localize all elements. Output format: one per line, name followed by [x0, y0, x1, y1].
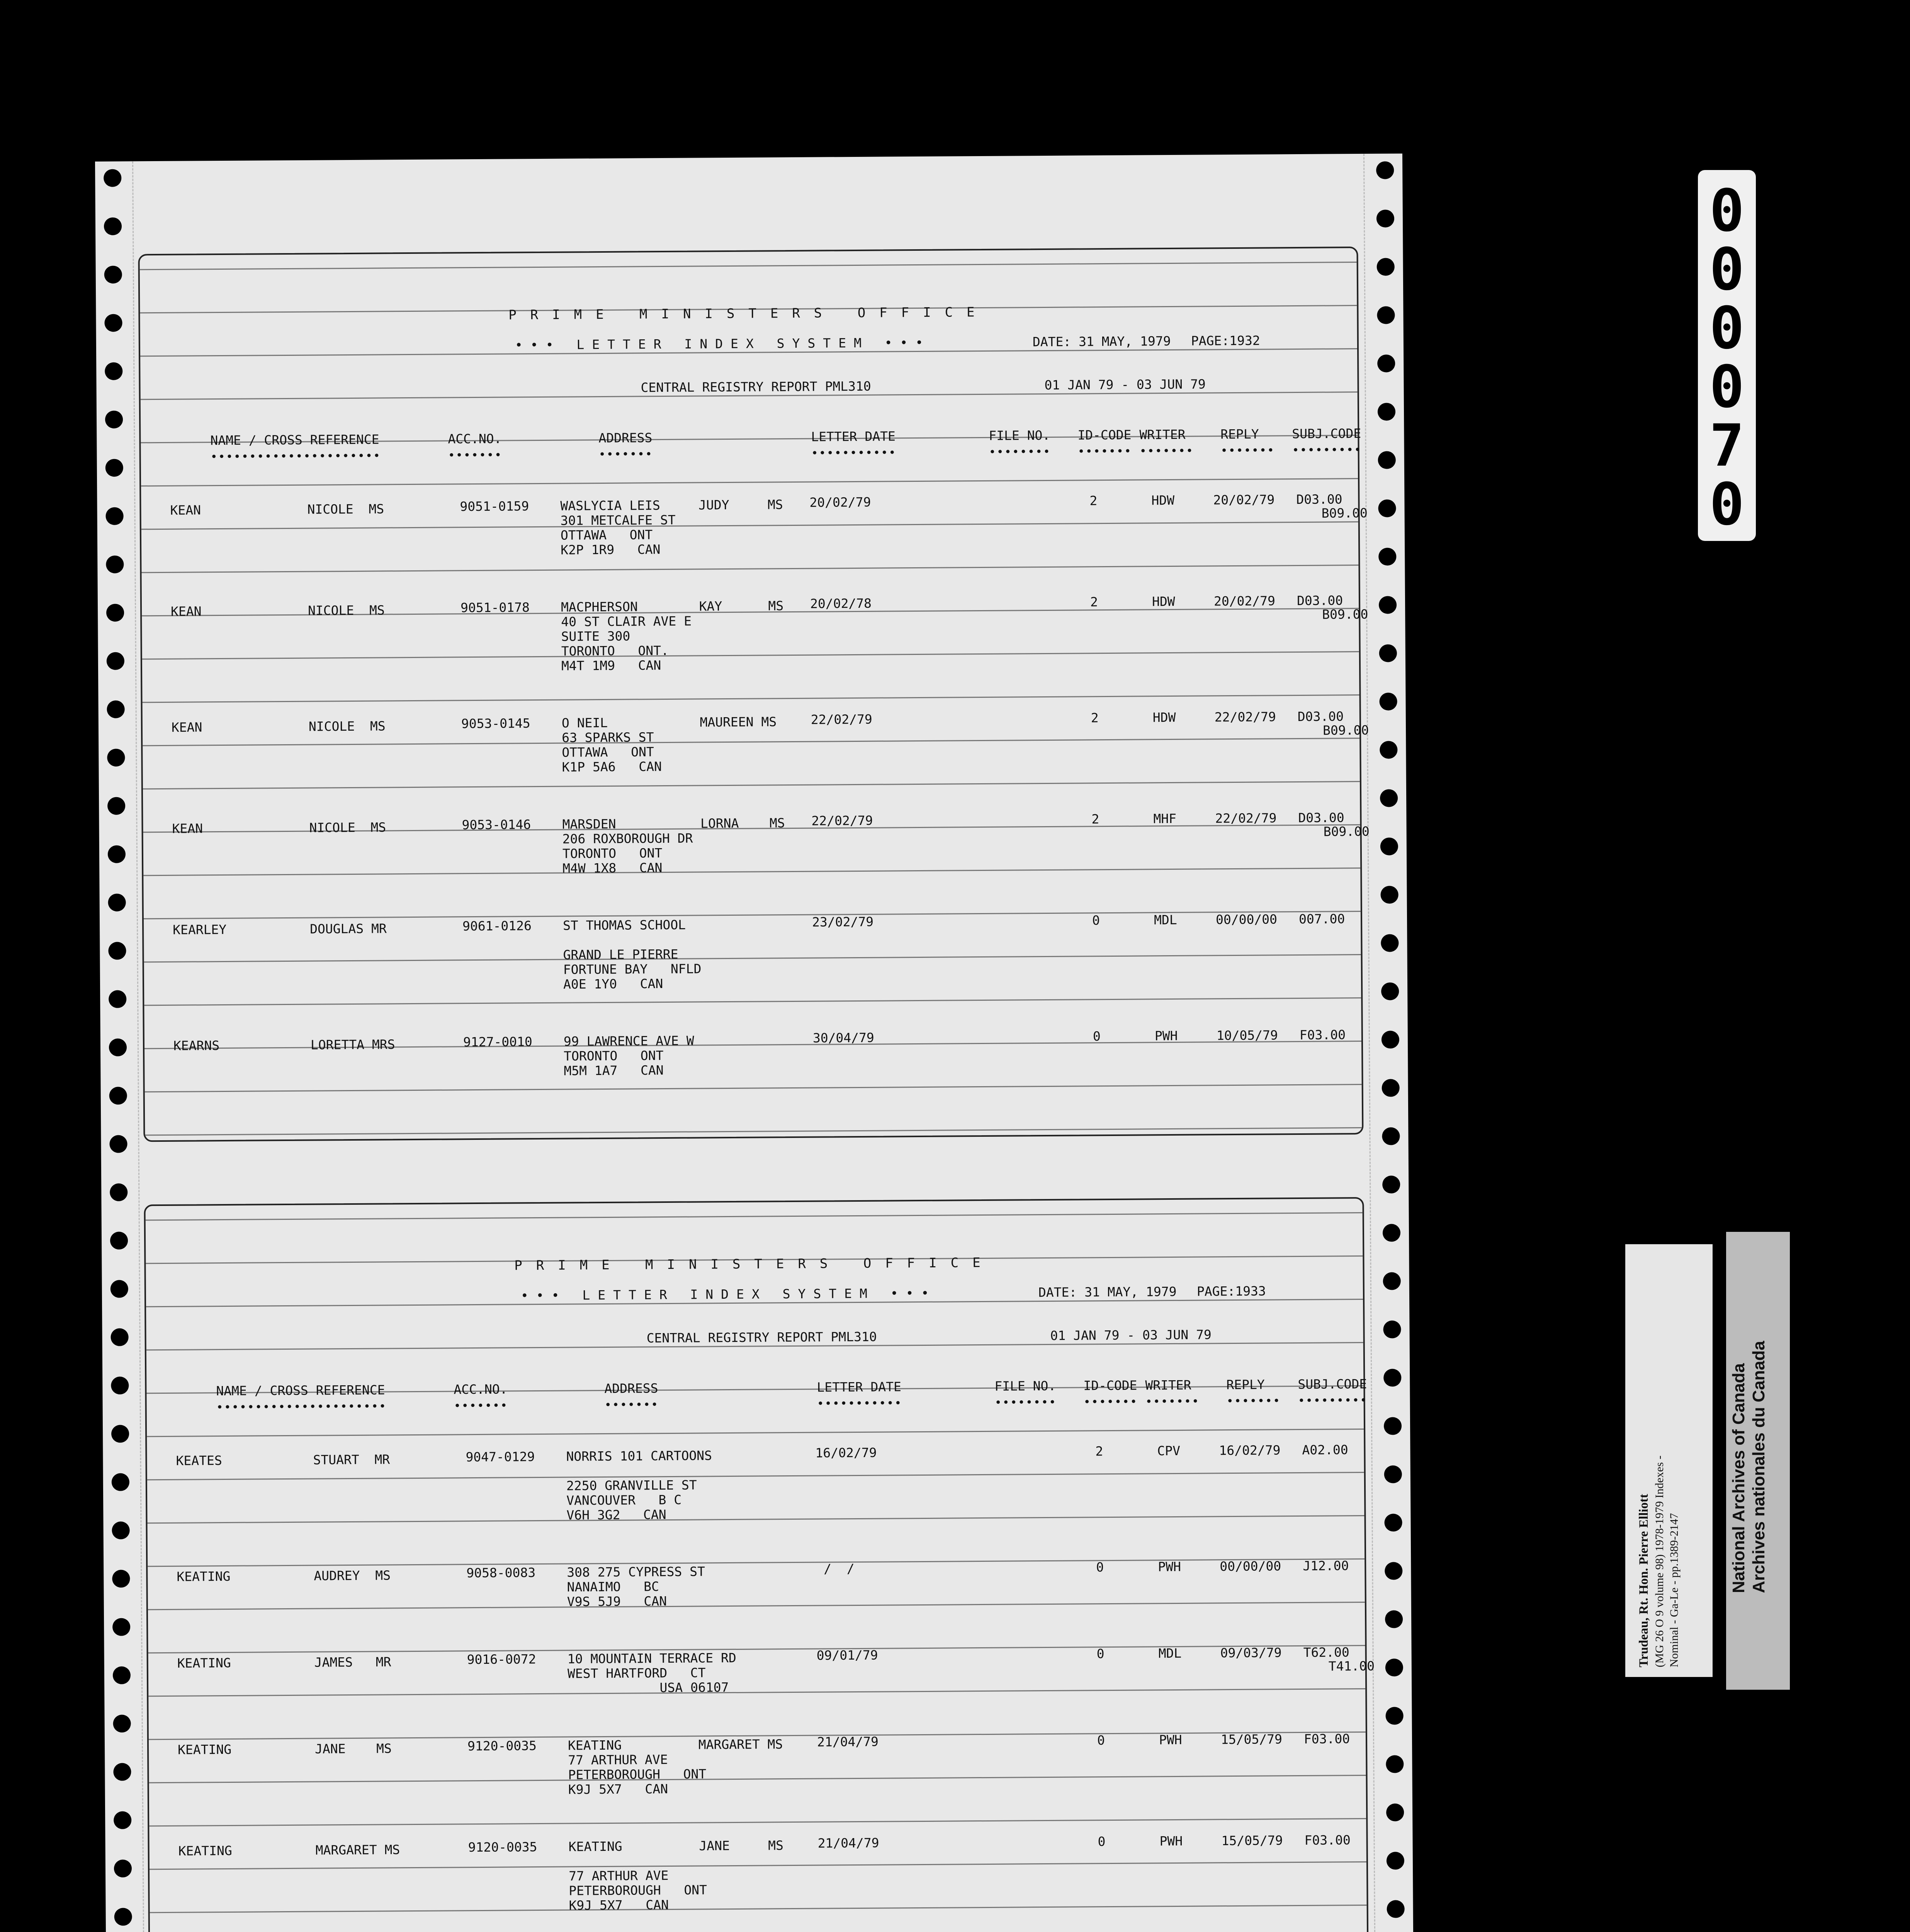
tractor-hole — [1385, 1610, 1403, 1628]
col-header-name: NAME / CROSS REFERENCE — [216, 1382, 385, 1399]
frame-number-stamp — [1698, 170, 1756, 541]
archives-canada-label — [1726, 1232, 1790, 1690]
entry-subject-code: T62.00 — [1303, 1645, 1349, 1660]
entry-surname: KEAN — [171, 719, 202, 735]
tractor-hole — [1376, 209, 1394, 227]
entry-address-line: WASLYCIA LEIS JUDY MS — [560, 497, 783, 514]
entry-address-line: MARSDEN LORNA MS — [562, 815, 785, 832]
ruled-line — [149, 1818, 1366, 1827]
tractor-hole — [104, 314, 122, 332]
col-header-address: ADDRESS — [598, 430, 653, 446]
ruled-line — [148, 1602, 1365, 1610]
entry-acc-no: 9053-0145 — [461, 716, 530, 731]
entry-subject-code: 007.00 — [1298, 911, 1345, 927]
tractor-hole — [107, 701, 125, 718]
entry-id-code: 2 — [1091, 710, 1099, 726]
entry-writer: PWH — [1154, 1028, 1178, 1044]
entry-address-line: PETERBOROUGH ONT — [568, 1766, 707, 1782]
right-tractor-holes — [1368, 153, 1414, 1932]
entry-letter-date: 09/01/79 — [816, 1647, 878, 1663]
entry-address-line: VANCOUVER B C — [566, 1492, 682, 1508]
entry-address-line: 206 ROXBOROUGH DR — [562, 830, 693, 847]
col-header-writer: WRITER — [1139, 427, 1186, 442]
label-line-2: (MG 26 O 9 volume 98) 1978-1979 Indexes - — [1653, 1455, 1666, 1667]
tractor-hole — [104, 218, 122, 235]
ruled-line — [143, 738, 1359, 746]
entry-letter-date: 22/02/79 — [811, 813, 873, 828]
label-line-3: Nominal - Ga-Le - pp.1389-2147 — [1668, 1513, 1681, 1667]
col-header-acc: ACC.NO. — [448, 431, 502, 447]
ruled-line — [146, 1212, 1363, 1221]
entry-given-name: NICOLE MS — [309, 820, 386, 835]
tractor-hole — [1382, 1079, 1400, 1097]
entry-address-line: 77 ARTHUR AVE — [569, 1868, 669, 1884]
report-name: CENTRAL REGISTRY REPORT PML310 — [641, 378, 871, 395]
tractor-hole — [112, 1522, 130, 1539]
header-underline: ••••••••••• — [811, 446, 897, 460]
tractor-hole — [1378, 451, 1396, 469]
entry-reply-date: 00/00/00 — [1215, 912, 1278, 927]
tractor-hole — [1378, 499, 1396, 517]
col-header-file-no: FILE NO. — [994, 1378, 1056, 1394]
ruled-line — [148, 1645, 1365, 1653]
tractor-hole — [1385, 1658, 1403, 1676]
entry-id-code: 0 — [1093, 1029, 1101, 1044]
report-date: DATE: 31 MAY, 1979 — [1038, 1284, 1177, 1300]
ruled-line — [144, 997, 1361, 1006]
col-header-file-no: FILE NO. — [989, 427, 1050, 443]
report-page-number: PAGE:1932 — [1191, 333, 1260, 349]
header-underline: ••••••• — [1083, 1395, 1138, 1409]
entry-letter-date: 21/04/79 — [817, 1835, 879, 1851]
tractor-hole — [112, 1570, 130, 1588]
header-underline: ••••••••••• — [817, 1396, 902, 1411]
tractor-hole — [108, 894, 126, 912]
entry-address-line: 2250 GRANVILLE ST — [566, 1477, 697, 1493]
entry-address-line: ST THOMAS SCHOOL — [562, 917, 686, 933]
entry-surname: KEARLEY — [173, 922, 227, 937]
entry-address-line: K9J 5X7 CAN — [568, 1781, 668, 1797]
ruled-line — [148, 1688, 1365, 1697]
ruled-line — [147, 1472, 1364, 1480]
system-title: ••• LETTER INDEX SYSTEM ••• — [520, 1285, 937, 1303]
entry-address-line: TORONTO ONT — [564, 1048, 664, 1064]
tractor-hole — [1382, 1175, 1400, 1193]
tractor-hole — [1380, 837, 1398, 855]
col-header-reply: REPLY — [1226, 1377, 1265, 1393]
col-header-name: NAME / CROSS REFERENCE — [210, 432, 379, 448]
entry-subject-code: B09.00 — [1321, 505, 1368, 521]
entry-letter-date: 20/02/79 — [809, 494, 871, 510]
entry-address-line: O NEIL MAUREEN MS — [561, 714, 777, 731]
tractor-hole — [1386, 1803, 1404, 1821]
tractor-hole — [109, 1087, 127, 1105]
entry-reply-date: 16/02/79 — [1219, 1442, 1281, 1458]
col-header-id-code: ID-CODE — [1083, 1378, 1137, 1393]
entry-address-line: 40 ST CLAIR AVE E — [561, 613, 692, 629]
entry-address-line: KEATING JANE MS — [568, 1838, 784, 1854]
entry-address-line: K9J 5X7 CAN — [569, 1897, 669, 1913]
entry-subject-code: D03.00 — [1297, 709, 1344, 724]
entry-acc-no: 9053-0146 — [462, 817, 531, 833]
entry-address-line: 10 MOUNTAIN TERRACE RD — [567, 1650, 736, 1667]
tractor-hole — [114, 1860, 132, 1878]
tractor-hole — [109, 1039, 127, 1056]
tractor-hole — [1387, 1900, 1405, 1918]
entry-reply-date: 22/02/79 — [1214, 709, 1276, 725]
col-header-id-code: ID-CODE — [1077, 427, 1132, 443]
office-title: PRIME MINISTERS OFFICE — [508, 304, 989, 323]
ruled-line — [144, 911, 1361, 919]
entry-subject-code: A02.00 — [1302, 1442, 1348, 1458]
entry-address-line: TORONTO ONT — [562, 845, 663, 861]
tractor-hole — [104, 169, 121, 187]
tractor-hole — [110, 1280, 128, 1298]
tractor-hole — [1382, 1031, 1399, 1048]
entry-address-line: A0E 1Y0 CAN — [563, 976, 663, 992]
archive-reference-label — [1625, 1244, 1713, 1677]
tractor-hole — [107, 652, 124, 670]
entry-writer: HDW — [1152, 709, 1176, 725]
entry-address-line: M5M 1A7 CAN — [564, 1063, 664, 1078]
tractor-hole — [104, 266, 122, 284]
entry-subject-code: B09.00 — [1322, 722, 1369, 738]
entry-acc-no: 9016-0072 — [467, 1651, 536, 1667]
label-line-1: Trudeau, Rt. Hon. Pierre Elliott — [1637, 1494, 1651, 1667]
tractor-hole — [113, 1715, 131, 1733]
tractor-hole — [1384, 1514, 1402, 1531]
entry-reply-date: 20/02/79 — [1213, 593, 1276, 609]
entry-address-line: OTTAWA ONT — [562, 744, 654, 760]
entry-given-name: NICOLE MS — [308, 718, 386, 734]
report-page-number: PAGE:1933 — [1196, 1283, 1266, 1299]
entry-subject-code: J12.00 — [1303, 1558, 1349, 1573]
tractor-hole — [108, 845, 126, 863]
tractor-hole — [1376, 161, 1394, 179]
archives-name-en: National Archives of Canada — [1729, 1363, 1748, 1593]
entry-surname: KEATING — [177, 1568, 231, 1584]
tractor-hole — [1384, 1465, 1402, 1483]
tractor-hole — [105, 459, 123, 477]
col-header-letter-date: LETTER DATE — [811, 429, 896, 444]
header-underline: ••••••• — [1139, 444, 1194, 458]
entry-writer: MDL — [1154, 912, 1177, 928]
entry-letter-date: 16/02/79 — [815, 1445, 877, 1461]
entry-subject-code: D03.00 — [1296, 492, 1342, 507]
ruled-line — [141, 565, 1358, 573]
entry-acc-no: 9047-0129 — [466, 1449, 535, 1465]
entry-letter-date: 23/02/79 — [812, 914, 874, 930]
entry-id-code: 0 — [1098, 1834, 1106, 1849]
entry-surname: KEAN — [172, 821, 203, 836]
tractor-hole — [110, 1232, 128, 1250]
header-underline: ••••••• — [1077, 444, 1132, 459]
entry-subject-code: F03.00 — [1299, 1027, 1346, 1043]
tractor-hole — [109, 990, 126, 1008]
entry-id-code: 2 — [1090, 594, 1098, 610]
tractor-hole — [114, 1908, 132, 1926]
ruled-line — [143, 867, 1360, 876]
entry-writer: HDW — [1152, 594, 1175, 609]
entry-writer: PWH — [1159, 1833, 1183, 1849]
entry-given-name: DOUGLAS MR — [310, 921, 387, 937]
entry-acc-no: 9051-0159 — [460, 498, 529, 514]
entry-surname: KEATING — [177, 1655, 231, 1671]
ruled-line — [141, 478, 1358, 486]
ruled-line — [145, 1084, 1362, 1092]
tractor-hole — [1387, 1852, 1404, 1869]
tractor-hole — [108, 942, 126, 960]
entry-address-line: OTTAWA ONT — [560, 527, 653, 543]
entry-address-line: WEST HARTFORD CT — [567, 1665, 706, 1681]
tractor-hole — [1382, 1127, 1400, 1145]
header-underline: •••••••• — [989, 445, 1051, 459]
entry-acc-no: 9120-0035 — [467, 1738, 537, 1754]
entry-letter-date: 20/02/78 — [810, 595, 872, 611]
ruled-line — [141, 521, 1358, 530]
col-header-reply: REPLY — [1220, 426, 1259, 442]
ruled-line — [143, 781, 1360, 789]
report-name: CENTRAL REGISTRY REPORT PML310 — [646, 1329, 877, 1346]
entry-acc-no: 9058-0083 — [466, 1565, 536, 1581]
report-range: 01 JAN 79 - 03 JUN 79 — [1050, 1327, 1212, 1343]
tractor-hole — [107, 749, 125, 767]
entry-surname: KEAN — [170, 502, 201, 518]
ruled-line — [142, 651, 1359, 660]
col-header-acc: ACC.NO. — [454, 1381, 508, 1397]
entry-writer: HDW — [1151, 492, 1175, 508]
ruled-line — [150, 1861, 1366, 1870]
entry-address-line: KEATING MARGARET MS — [568, 1736, 783, 1753]
entry-acc-no: 9127-0010 — [463, 1034, 532, 1050]
tractor-hole — [113, 1667, 131, 1684]
entry-letter-date: 30/04/79 — [812, 1030, 874, 1046]
entry-letter-date: 21/04/79 — [817, 1734, 879, 1750]
col-header-address: ADDRESS — [604, 1381, 658, 1396]
tractor-hole — [1380, 741, 1397, 759]
header-underline: ••••••• — [1145, 1395, 1200, 1409]
entry-address-line: PETERBOROUGH ONT — [569, 1882, 707, 1898]
entry-id-code: 0 — [1097, 1733, 1105, 1748]
entry-acc-no: 9051-0178 — [460, 600, 530, 616]
entry-reply-date: 10/05/79 — [1216, 1027, 1278, 1043]
tractor-hole — [105, 507, 123, 525]
entry-id-code: 2 — [1095, 1444, 1103, 1459]
entry-given-name: LORETTA MRS — [310, 1037, 395, 1053]
entry-writer: PWH — [1159, 1732, 1182, 1748]
tractor-hole — [1379, 596, 1397, 614]
entry-given-name: STUART MR — [313, 1452, 390, 1468]
header-underline: •••••••• — [994, 1395, 1057, 1410]
entry-surname: KEATES — [176, 1453, 222, 1468]
ruled-line — [147, 1429, 1364, 1437]
entry-address-line: M4T 1M9 CAN — [561, 658, 661, 673]
frame-number: 0 0 0 0 7 0 — [1709, 177, 1745, 538]
entry-address-line: NORRIS 101 CARTOONS — [566, 1448, 712, 1464]
entry-given-name: NICOLE MS — [308, 602, 385, 618]
tractor-hole — [107, 797, 125, 815]
tractor-hole — [105, 411, 123, 429]
tractor-hole — [1379, 644, 1397, 662]
tractor-hole — [1381, 886, 1399, 903]
header-underline: ••••••••• — [1292, 443, 1362, 457]
printout-sheet — [95, 153, 1414, 1932]
entry-reply-date: 00/00/00 — [1220, 1558, 1281, 1574]
ruled-line — [149, 1775, 1366, 1783]
header-underline: ••••••• — [598, 447, 653, 462]
tractor-hole — [109, 1135, 127, 1153]
col-header-subj-code: SUBJ.CODE — [1298, 1376, 1367, 1392]
entry-address-line: MACPHERSON KAY MS — [561, 598, 784, 615]
entry-letter-date: / / — [816, 1561, 855, 1577]
report-date: DATE: 31 MAY, 1979 — [1032, 333, 1171, 350]
entry-address-line: V9S 5J9 CAN — [567, 1594, 667, 1609]
entry-reply-date: 09/03/79 — [1220, 1645, 1282, 1661]
report-range: 01 JAN 79 - 03 JUN 79 — [1044, 376, 1206, 393]
entry-address-line: 77 ARTHUR AVE — [568, 1752, 668, 1768]
entry-id-code: 0 — [1096, 1560, 1104, 1575]
col-header-subj-code: SUBJ.CODE — [1292, 425, 1361, 442]
entry-subject-code: D03.00 — [1297, 593, 1343, 609]
entry-subject-code: T41.00 — [1328, 1658, 1375, 1674]
office-title: PRIME MINISTERS OFFICE — [514, 1255, 994, 1274]
tractor-hole — [1386, 1755, 1404, 1773]
tractor-hole — [105, 362, 122, 380]
tractor-hole — [1383, 1369, 1401, 1386]
tractor-hole — [112, 1473, 129, 1491]
entry-writer: PWH — [1158, 1559, 1181, 1575]
ruled-line — [145, 1127, 1362, 1136]
tractor-hole — [106, 556, 124, 573]
entry-address-line: GRAND LE PIERRE — [563, 946, 678, 963]
entry-subject-code: F03.00 — [1304, 1832, 1351, 1848]
entry-id-code: 0 — [1096, 1646, 1105, 1662]
tractor-hole — [106, 604, 124, 622]
entry-reply-date: 22/02/79 — [1215, 810, 1277, 826]
tractor-hole — [1384, 1417, 1402, 1435]
entry-id-code: 0 — [1092, 913, 1100, 928]
header-underline: •••••••••••••••••••••• — [210, 449, 381, 464]
ruled-line — [140, 262, 1357, 270]
header-underline: ••••••• — [454, 1399, 508, 1413]
entry-given-name: NICOLE MS — [307, 501, 384, 517]
entry-address-line: 308 275 CYPRESS ST — [567, 1564, 705, 1580]
entry-subject-code: F03.00 — [1303, 1731, 1350, 1747]
entry-writer: MHF — [1153, 811, 1177, 827]
entry-given-name: MARGARET MS — [315, 1842, 400, 1858]
entry-id-code: 2 — [1091, 811, 1099, 827]
entry-address-line: USA 06107 — [568, 1680, 729, 1696]
entry-letter-date: 22/02/79 — [811, 711, 872, 727]
entry-address-line: K1P 5A6 CAN — [562, 759, 662, 775]
entry-surname: KEAN — [170, 604, 202, 619]
tractor-hole — [1385, 1562, 1402, 1580]
entry-reply-date: 15/05/79 — [1220, 1731, 1283, 1747]
entry-address-line: 301 METCALFE ST — [560, 512, 676, 528]
ruled-line — [148, 1558, 1365, 1567]
tractor-hole — [1383, 1224, 1400, 1242]
tractor-hole — [113, 1763, 131, 1781]
tractor-hole — [1385, 1707, 1403, 1725]
entry-writer: MDL — [1158, 1645, 1182, 1661]
tractor-hole — [1381, 934, 1399, 952]
entry-subject-code: D03.00 — [1298, 810, 1344, 826]
header-underline: ••••••• — [1220, 444, 1275, 458]
entry-address-line: FORTUNE BAY NFLD — [563, 961, 702, 977]
entry-reply-date: 20/02/79 — [1213, 492, 1275, 508]
entry-address-line: NANAIMO BC — [567, 1579, 659, 1595]
tractor-hole — [1383, 1272, 1401, 1290]
header-underline: ••••••• — [604, 1398, 659, 1412]
tractor-hole — [1380, 789, 1398, 807]
tractor-hole — [112, 1618, 130, 1636]
tractor-hole — [114, 1811, 131, 1829]
entry-given-name: JANE MS — [314, 1741, 392, 1757]
entry-surname: KEARNS — [173, 1038, 220, 1053]
tractor-hole — [110, 1328, 128, 1346]
entry-address-line: 99 LAWRENCE AVE W — [563, 1033, 694, 1049]
entry-surname: KEATING — [178, 1843, 232, 1859]
entry-reply-date: 15/05/79 — [1221, 1833, 1283, 1849]
system-title: ••• LETTER INDEX SYSTEM ••• — [515, 335, 931, 353]
tractor-hole — [1378, 403, 1395, 420]
tractor-hole — [111, 1425, 129, 1443]
entry-given-name: AUDREY MS — [314, 1568, 391, 1583]
tractor-hole — [1377, 354, 1395, 372]
entry-writer: CPV — [1157, 1443, 1181, 1459]
header-underline: ••••••• — [448, 448, 503, 463]
tractor-hole — [1378, 548, 1396, 565]
ruled-line — [143, 694, 1359, 703]
header-underline: ••••••• — [1226, 1394, 1281, 1408]
ruled-line — [144, 954, 1361, 963]
entry-id-code: 2 — [1089, 493, 1098, 509]
tractor-hole — [1377, 306, 1395, 324]
header-underline: ••••••••• — [1298, 1393, 1368, 1408]
archives-name-fr: Archives nationales du Canada — [1749, 1341, 1768, 1593]
entry-acc-no: 9061-0126 — [462, 918, 532, 934]
header-underline: •••••••••••••••••••••• — [216, 1400, 387, 1415]
entry-subject-code: B09.00 — [1322, 606, 1368, 622]
entry-given-name: JAMES MR — [314, 1654, 391, 1670]
entry-address-line: V6H 3G2 CAN — [566, 1507, 666, 1523]
tractor-hole — [1383, 1320, 1401, 1338]
col-header-letter-date: LETTER DATE — [817, 1379, 902, 1395]
col-header-writer: WRITER — [1145, 1377, 1191, 1393]
ruled-line — [150, 1905, 1367, 1913]
tractor-hole — [110, 1184, 127, 1201]
entry-address-line: K2P 1R9 CAN — [561, 542, 661, 558]
entry-address-line: TORONTO ONT. — [561, 643, 669, 659]
tractor-hole — [1379, 692, 1397, 710]
tractor-hole — [1381, 982, 1399, 1000]
entry-address-line: 63 SPARKS ST — [562, 730, 654, 745]
ruled-line — [148, 1515, 1365, 1524]
entry-acc-no: 9120-0035 — [468, 1839, 537, 1855]
entry-subject-code: B09.00 — [1323, 823, 1370, 839]
entry-address-line: M4W 1X8 CAN — [562, 860, 663, 876]
report-page — [144, 1197, 1375, 1932]
report-page — [138, 247, 1370, 1142]
entry-address-line: SUITE 300 — [561, 628, 630, 644]
entry-surname: KEATING — [177, 1742, 232, 1757]
tractor-hole — [111, 1377, 129, 1395]
tractor-hole — [1377, 258, 1395, 276]
